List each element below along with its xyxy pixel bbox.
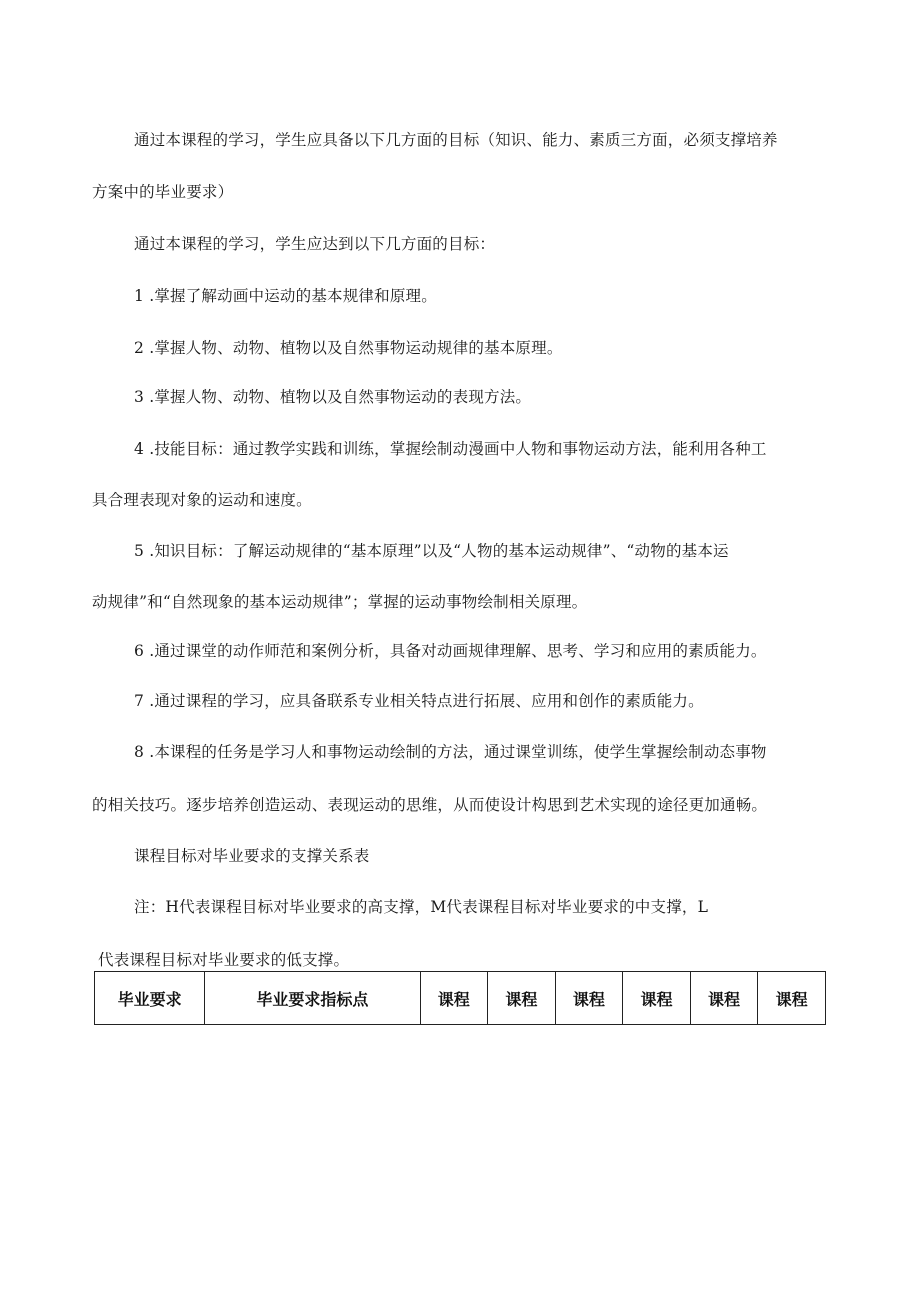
header-cell-graduation-requirement: 毕业要求: [95, 972, 205, 1025]
table-header-row: [95, 972, 826, 1025]
objective-item-8-line-1: 8 .本课程的任务是学习人和事物运动绘制的方法，通过课堂训练，使学生掌握绘制动态事物: [134, 743, 767, 761]
table-title: 课程目标对毕业要求的支撑关系表: [134, 847, 370, 865]
objective-item-8-line-2: 的相关技巧。逐步培养创造运动、表现运动的思维，从而使设计构思到艺术实现的途径更加通畅。: [92, 796, 768, 814]
header-cell-course-1: 课程: [420, 972, 488, 1025]
objective-item-1: 1 .掌握了解动画中运动的基本规律和原理。: [134, 287, 437, 305]
header-cell-indicator-point: 毕业要求指标点: [205, 972, 420, 1025]
intro-paragraph-line-2: 方案中的毕业要求）: [92, 183, 234, 201]
note-line-1: 注：H代表课程目标对毕业要求的高支撑，M代表课程目标对毕业要求的中支撑，L: [134, 898, 709, 916]
header-cell-course-6: 课程: [758, 972, 826, 1025]
note-line-2: 代表课程目标对毕业要求的低支撑。: [98, 951, 350, 969]
header-cell-course-3: 课程: [555, 972, 623, 1025]
intro-paragraph-line-1: 通过本课程的学习，学生应具备以下几方面的目标（知识、能力、素质三方面，必须支撑培养: [134, 131, 778, 149]
objective-item-2: 2 .掌握人物、动物、植物以及自然事物运动规律的基本原理。: [134, 339, 563, 357]
objective-item-6: 6 .通过课堂的动作师范和案例分析，具备对动画规律理解、思考、学习和应用的素质能力。: [134, 642, 767, 660]
objective-item-5-line-1: 5 .知识目标：了解运动规律的“基本原理”以及“人物的基本运动规律”、“动物的基本运: [134, 542, 729, 560]
objective-item-5-line-2: 动规律”和“自然现象的基本运动规律”；掌握的运动事物绘制相关原理。: [92, 593, 588, 611]
header-cell-course-2: 课程: [488, 972, 556, 1025]
support-relationship-table: [94, 971, 826, 1025]
objective-item-7: 7 .通过课程的学习，应具备联系专业相关特点进行拓展、应用和创作的素质能力。: [134, 692, 704, 710]
header-cell-course-4: 课程: [623, 972, 691, 1025]
objectives-intro: 通过本课程的学习，学生应达到以下几方面的目标：: [134, 235, 496, 253]
objective-item-4-line-1: 4 .技能目标：通过教学实践和训练，掌握绘制动漫画中人物和事物运动方法，能利用各种工: [134, 440, 767, 458]
objective-item-4-line-2: 具合理表现对象的运动和速度。: [92, 491, 312, 509]
objective-item-3: 3 .掌握人物、动物、植物以及自然事物运动的表现方法。: [134, 388, 532, 406]
header-cell-course-5: 课程: [690, 972, 758, 1025]
